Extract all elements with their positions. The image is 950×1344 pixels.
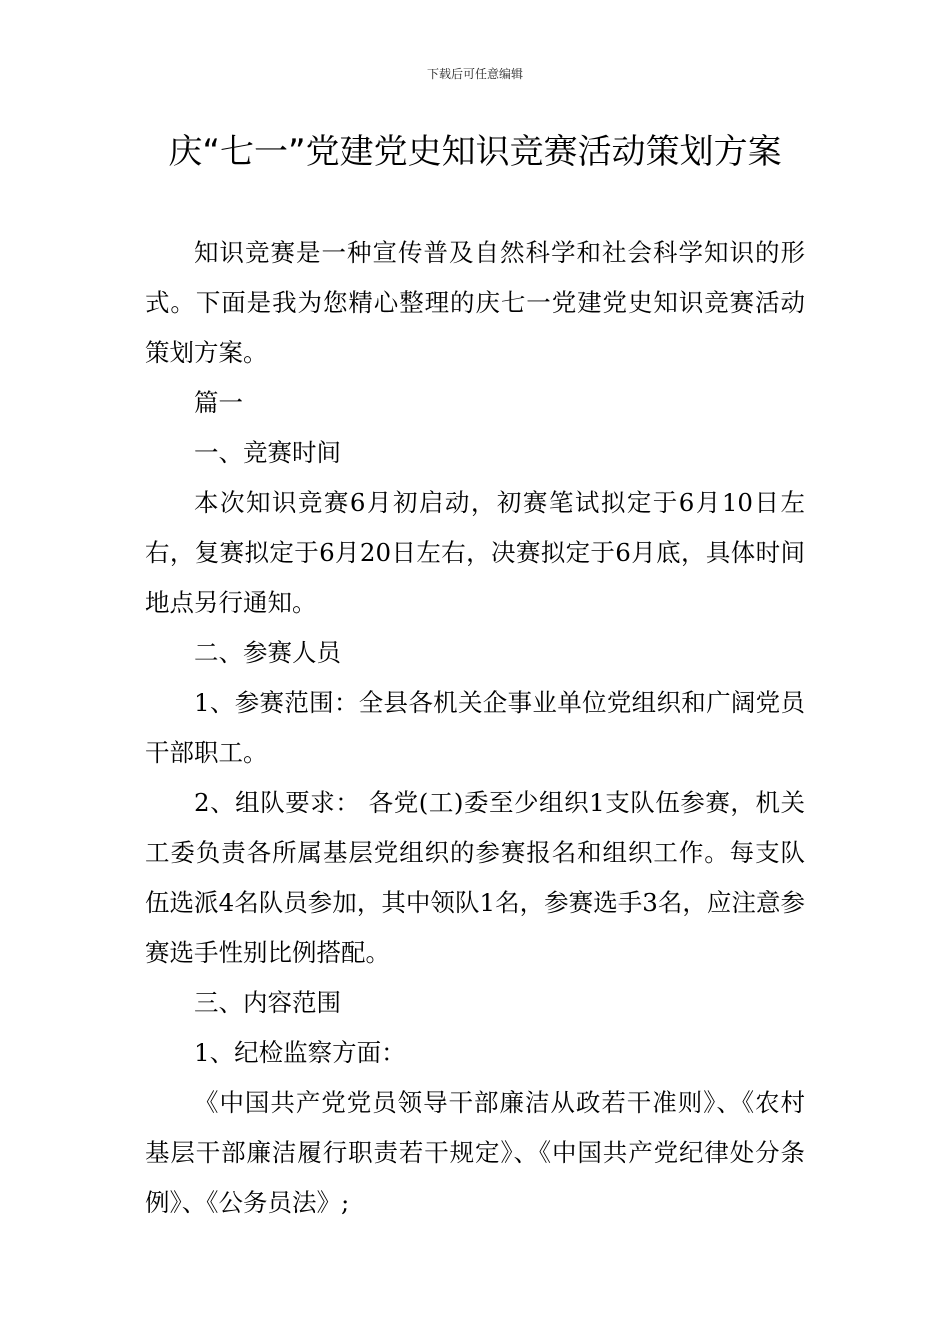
document-body bbox=[145, 228, 805, 1228]
paragraph-part-one: 篇一 bbox=[194, 388, 243, 417]
heading-discipline-inspection: 1、纪检监察方面： bbox=[194, 1038, 406, 1067]
paragraph-intro: 知识竞赛是一种宣传普及自然科学和社会科学知识的形式。下面是我为您精心整理的庆七一党建党史知识竞赛活动策划方案。 bbox=[145, 238, 805, 367]
heading-content-scope: 三、内容范围 bbox=[194, 988, 341, 1017]
heading-competition-time: 一、竞赛时间 bbox=[194, 438, 341, 467]
paragraph-competition-time: 本次知识竞赛6月初启动，初赛笔试拟定于6月10日左右，复赛拟定于6月20日左右，决赛拟定于6月底，具体时间地点另行通知。 bbox=[145, 488, 805, 617]
paragraph-participant-scope: 1、参赛范围：全县各机关企事业单位党组织和广阔党员干部职工。 bbox=[145, 688, 805, 767]
paragraph-regulations: 《中国共产党党员领导干部廉洁从政若干准则》、《农村基层干部廉洁履行职责若干规定》、《中国共产党纪律处分条例》、《公务员法》; bbox=[145, 1088, 805, 1217]
paragraph-team-requirements: 2、组队要求： 各党(工)委至少组织1支队伍参赛，机关工委负责各所属基层党组织的参赛报名和组织工作。每支队伍选派4名队员参加，其中领队1名，参赛选手3名，应注意参赛选手性别比例搭配。 bbox=[145, 788, 805, 967]
heading-participants: 二、参赛人员 bbox=[194, 638, 341, 667]
document-title: 庆“七一”党建党史知识竞赛活动策划方案 bbox=[168, 132, 782, 172]
header-note: 下载后可任意编辑 bbox=[426, 67, 523, 81]
